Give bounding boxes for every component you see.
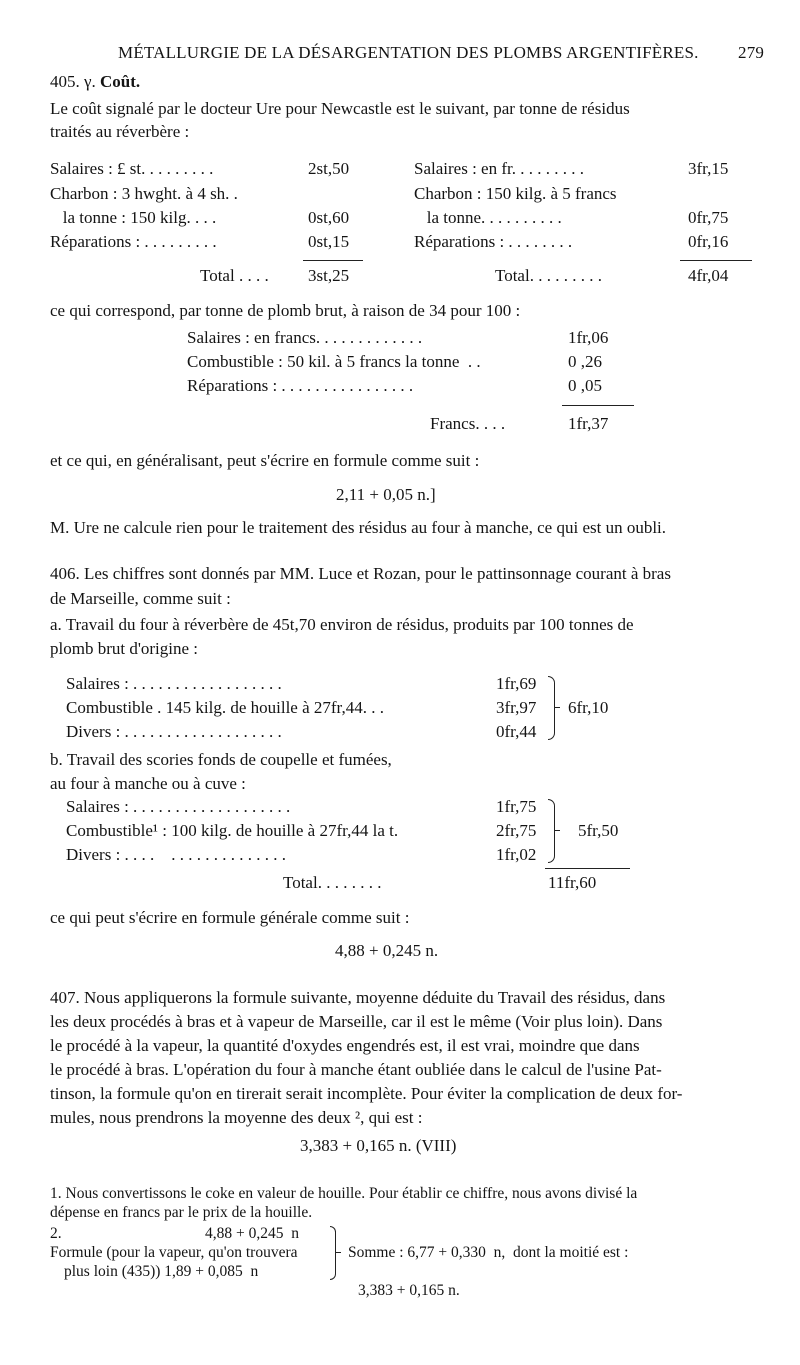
table-row-value: 0 ,26 — [568, 352, 602, 371]
paragraph-line: les deux procédés à bras et à vapeur de Marseille, car il est le même (Voir plus loin). Dans — [50, 1012, 663, 1031]
sum-rule — [303, 260, 363, 261]
paragraph-line: M. Ure ne calcule rien pour le traitement des résidus au four à manche, ce qui est un oubli. — [50, 518, 667, 537]
table-row-value: 1fr,69 — [496, 674, 537, 693]
table-row-value: 3fr,15 — [688, 159, 729, 178]
paragraph-line: b. Travail des scories fonds de coupelle et fumées, — [50, 750, 392, 769]
formula: 2,11 + 0,05 n.] — [336, 485, 436, 504]
table-row-value: 1fr,02 — [496, 845, 537, 864]
curly-brace — [330, 1226, 336, 1280]
table-row-value: 1fr,06 — [568, 328, 609, 347]
paragraph-line: le procédé à bras. L'opération du four à manche étant oubliée dans le calcul de l'usine Pat- — [50, 1060, 662, 1079]
running-header-title: MÉTALLURGIE DE LA DÉSARGENTATION DES PLOMBS ARGENTIFÈRES. — [118, 43, 699, 62]
page-number: 279 — [738, 43, 765, 62]
table-row-value: 0st,60 — [308, 208, 350, 227]
paragraph-line: de Marseille, comme suit : — [50, 589, 231, 608]
paragraph-line: 406. Les chiffres sont donnés par MM. Luce et Rozan, pour le pattinsonnage courant à bras — [50, 564, 671, 583]
table-row-label: Salaires : . . . . . . . . . . . . . . . . . . . — [66, 797, 291, 816]
table-row-label: Combustible : 50 kil. à 5 francs la tonne . . — [187, 352, 481, 371]
table-row-label: Charbon : 3 hwght. à 4 sh. . — [50, 184, 238, 203]
table-row-label: Réparations : . . . . . . . . . . . . . . . . — [187, 376, 414, 395]
paragraph-line: tinson, la formule qu'on en tirerait serait incomplète. Pour éviter la complication de deux for- — [50, 1084, 683, 1103]
curly-brace — [548, 676, 555, 740]
table-row-label: Charbon : 150 kilg. à 5 francs — [414, 184, 617, 203]
table-row-value: 0 ,05 — [568, 376, 602, 395]
paragraph-line: Le coût signalé par le docteur Ure pour Newcastle est le suivant, par tonne de résidus — [50, 99, 630, 118]
table-row-value: 1fr,75 — [496, 797, 537, 816]
table-row-value: 0st,15 — [308, 232, 350, 251]
section-405-title: Coût. — [100, 72, 141, 91]
footnote-line: Somme : 6,77 + 0,330 n, dont la moitié est : — [348, 1244, 629, 1261]
sum-rule — [545, 868, 630, 869]
paragraph-line: ce qui peut s'écrire en formule générale comme suit : — [50, 908, 410, 927]
paragraph-line: 407. Nous appliquerons la formule suivante, moyenne déduite du Travail des résidus, dans — [50, 988, 666, 1007]
footnote-line: plus loin (435)) 1,89 + 0,085 n — [64, 1263, 259, 1280]
curly-brace-point — [336, 1252, 341, 1253]
paragraph-line: a. Travail du four à réverbère de 45t,70 environ de résidus, produits par 100 tonnes de — [50, 615, 634, 634]
total-value: 3st,25 — [308, 266, 350, 285]
table-row-value: 0fr,16 — [688, 232, 729, 251]
curly-brace-point — [555, 830, 560, 831]
paragraph-line: plomb brut d'origine : — [50, 639, 199, 658]
total-value: 4fr,04 — [688, 266, 729, 285]
table-row-label: Salaires : en fr. . . . . . . . . — [414, 159, 584, 178]
table-row-value: 3fr,97 — [496, 698, 537, 717]
table-row-label: Combustible . 145 kilg. de houille à 27fr,44. . . — [66, 698, 385, 717]
footnote-line: dépense en francs par le prix de la houille. — [50, 1204, 313, 1221]
formula: 3,383 + 0,165 n. (VIII) — [300, 1136, 457, 1155]
subtotal-value: 5fr,50 — [578, 821, 619, 840]
total-label: Total. . . . . . . . . — [495, 266, 602, 285]
total-label: Francs. . . . — [430, 414, 506, 433]
table-row-value: 2fr,75 — [496, 821, 537, 840]
paragraph-line: au four à manche ou à cuve : — [50, 774, 246, 793]
table-row-label: Réparations : . . . . . . . . . — [50, 232, 217, 251]
table-row-value: 0fr,75 — [688, 208, 729, 227]
table-row-label: Salaires : £ st. . . . . . . . . — [50, 159, 214, 178]
table-row-label: Divers : . . . . . . . . . . . . . . . . . . . — [66, 722, 282, 741]
table-row-label: la tonne. . . . . . . . . . — [414, 208, 562, 227]
table-row-label: Réparations : . . . . . . . . — [414, 232, 573, 251]
paragraph-line: et ce qui, en généralisant, peut s'écrire en formule comme suit : — [50, 451, 480, 470]
table-row-label: Divers : . . . . . . . . . . . . . . . . . . — [66, 845, 287, 864]
table-row-label: Salaires : . . . . . . . . . . . . . . . . . . — [66, 674, 282, 693]
curly-brace-point — [555, 707, 560, 708]
total-label: Total. . . . . . . . — [283, 873, 382, 892]
footnote-line: 1. Nous convertissons le coke en valeur de houille. Pour établir ce chiffre, nous avons divisé la — [50, 1185, 638, 1202]
paragraph-line: mules, nous prendrons la moyenne des deux ², qui est : — [50, 1108, 423, 1127]
paragraph-line: ce qui correspond, par tonne de plomb brut, à raison de 34 pour 100 : — [50, 301, 521, 320]
total-value: 1fr,37 — [568, 414, 609, 433]
total-label: Total . . . . — [200, 266, 269, 285]
table-row-value: 2st,50 — [308, 159, 350, 178]
footnote-formula: 3,383 + 0,165 n. — [358, 1282, 460, 1299]
table-row-label: la tonne : 150 kilg. . . . — [50, 208, 217, 227]
footnote-line: 4,88 + 0,245 n — [205, 1225, 299, 1242]
formula: 4,88 + 0,245 n. — [335, 941, 439, 960]
section-405-number: 405. γ. — [50, 72, 96, 91]
table-row-label: Combustible¹ : 100 kilg. de houille à 27fr,44 la t. — [66, 821, 399, 840]
sum-rule — [680, 260, 752, 261]
section-405-heading — [50, 72, 140, 92]
curly-brace — [548, 799, 555, 863]
footnote-line: Formule (pour la vapeur, qu'on trouvera — [50, 1244, 298, 1261]
sum-rule — [562, 405, 634, 406]
paragraph-line: le procédé à la vapeur, la quantité d'oxydes engendrés est, il est vrai, moindre que dans — [50, 1036, 640, 1055]
paragraph-line: traités au réverbère : — [50, 122, 190, 141]
total-value: 11fr,60 — [548, 873, 597, 892]
table-row-value: 0fr,44 — [496, 722, 537, 741]
subtotal-value: 6fr,10 — [568, 698, 609, 717]
footnote-number: 2. — [50, 1225, 62, 1242]
table-row-label: Salaires : en francs. . . . . . . . . . . . . — [187, 328, 423, 347]
